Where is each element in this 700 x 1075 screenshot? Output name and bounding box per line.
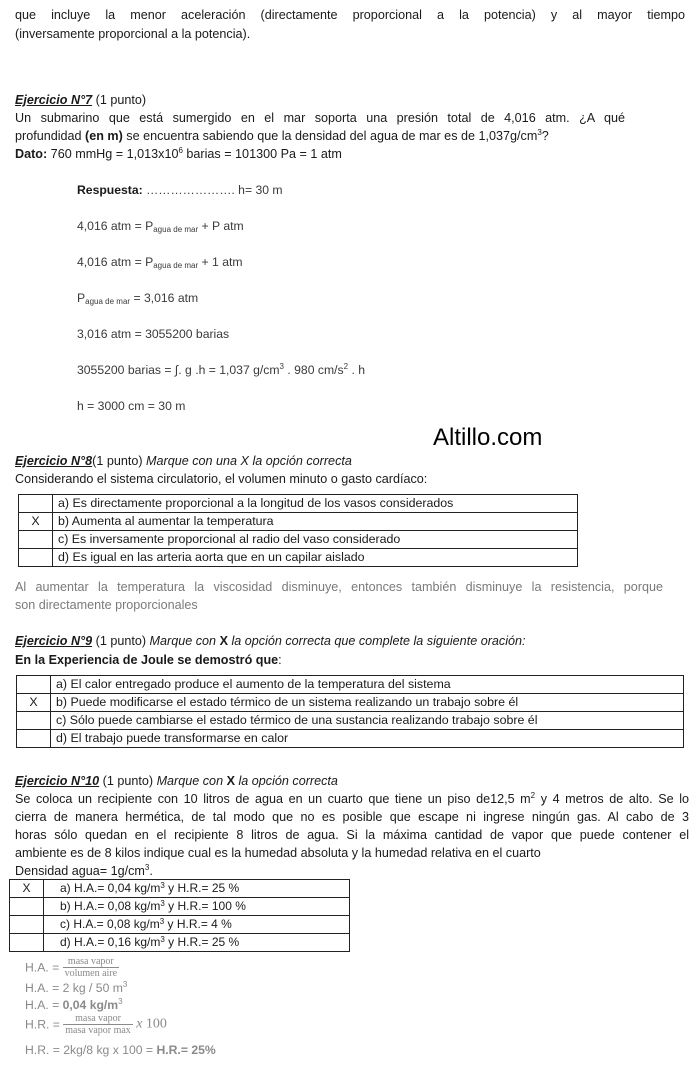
- ex9-points: (1 punto): [92, 634, 150, 648]
- text: :: [278, 653, 282, 667]
- text: c) H.A.= 0,08 kg/m: [60, 917, 160, 931]
- ex10-instruction: [157, 774, 338, 788]
- option-text: b) Aumenta al aumentar la temperatura: [53, 513, 578, 531]
- ex10-calc-4: [25, 1013, 167, 1036]
- superscript: 3: [160, 881, 165, 890]
- ex7-step-3: [77, 290, 198, 308]
- answer-value: …………………. h= 30 m: [142, 183, 283, 197]
- ex10-density: [15, 862, 153, 880]
- ex7-step-1: [77, 218, 244, 236]
- ex10-heading: [15, 772, 338, 790]
- text: y 4 metros de alto. Se lo: [535, 792, 689, 806]
- superscript: 6: [178, 146, 183, 155]
- ex7-points: (1 punto): [92, 93, 147, 107]
- text: profundidad: [15, 129, 86, 143]
- ex9-stem: [15, 651, 282, 669]
- option-row[interactable]: [10, 898, 350, 916]
- superscript: 3: [160, 899, 165, 908]
- superscript: 3: [279, 362, 284, 371]
- ex8-question: Considerando el sistema circulatorio, el volumen minuto o gasto cardíaco:: [15, 472, 428, 486]
- ex10-question-line-1: [15, 790, 689, 808]
- text: barias = 101300 Pa = 1 atm: [182, 147, 342, 161]
- option-text: d) Es igual en las arteria aorta que en un capilar aislado: [53, 549, 578, 567]
- option-text: b) Puede modificarse el estado térmico de un sistema realizando un trabajo sobre él: [51, 694, 684, 712]
- ex10-question-line-3: horas sólo quedan en el recipiente 8 litros de agua. Si la máxima cantidad de vapor que puede contener el: [15, 828, 689, 842]
- option-text: [44, 880, 350, 898]
- answer-label: Respuesta:: [77, 183, 143, 197]
- fraction-denominator: volumen aire: [64, 968, 118, 979]
- text-bold: H.R.= 25%: [156, 1043, 216, 1057]
- text: la opción correcta que complete la siguiente oración:: [227, 634, 526, 648]
- ex9-options-table: [16, 675, 684, 748]
- subscript: agua de mar: [85, 297, 131, 306]
- ex10-calc-3: [25, 997, 123, 1013]
- ex7-heading: [15, 91, 146, 109]
- text: 4,016 atm = P: [77, 219, 154, 233]
- ex10-calc-5: [25, 1042, 216, 1058]
- text: H.R. =: [25, 1017, 64, 1032]
- text-bold: (en m): [85, 129, 123, 143]
- ex8-explanation-line-2: son directamente proporcionales: [15, 598, 198, 612]
- ex9-heading: [15, 632, 526, 650]
- ex7-dato: [15, 145, 342, 163]
- text-bold: En la Experiencia de Joule se demostró que: [15, 653, 279, 667]
- option-mark[interactable]: [17, 676, 51, 694]
- ex7-step-2: [77, 254, 243, 272]
- text: P: [77, 291, 86, 305]
- option-text: [44, 898, 350, 916]
- option-row[interactable]: [19, 531, 578, 549]
- text: y H.R.= 100 %: [164, 899, 246, 913]
- superscript: 3: [118, 997, 123, 1006]
- ex10-calc-2: [25, 980, 127, 996]
- ex7-answer: [77, 182, 283, 198]
- ex8-options-table: [18, 494, 578, 567]
- superscript: 2: [343, 362, 349, 371]
- fraction-denominator: masa vapor max: [65, 1025, 131, 1036]
- text: 4,016 atm = P: [77, 255, 154, 269]
- option-mark[interactable]: X: [17, 694, 51, 712]
- ex9-instruction: [150, 634, 526, 648]
- option-text: [44, 916, 350, 934]
- ex10-calc-1: [25, 956, 119, 979]
- ex9-title: Ejercicio N°9: [15, 634, 93, 648]
- ex10-options-table: [9, 879, 350, 952]
- dato-label: Dato:: [15, 147, 48, 161]
- option-text: a) El calor entregado produce el aumento de la temperatura del sistema: [51, 676, 684, 694]
- text: 1,037g/cm: [478, 129, 538, 143]
- option-row[interactable]: [19, 549, 578, 567]
- option-text: c) Es inversamente proporcional al radio del vaso considerado: [53, 531, 578, 549]
- option-row[interactable]: [17, 694, 684, 712]
- option-mark[interactable]: [10, 934, 44, 952]
- option-row[interactable]: [17, 730, 684, 748]
- text: y H.R.= 25 %: [164, 881, 240, 895]
- option-mark[interactable]: X: [10, 880, 44, 898]
- text: se encuentra sabiendo que la densidad del agua de mar es de: [122, 129, 479, 143]
- text: la opción correcta: [234, 774, 338, 788]
- ex8-heading: [15, 452, 352, 470]
- text-bold: 0,04 kg/m: [62, 998, 119, 1012]
- text: Marque con: [149, 634, 220, 648]
- text: 100: [142, 1016, 167, 1032]
- fraction-numerator: masa vapor: [63, 1013, 133, 1025]
- option-row[interactable]: [17, 712, 684, 730]
- option-mark[interactable]: [10, 916, 44, 934]
- option-text: [44, 934, 350, 952]
- superscript: 3: [160, 935, 165, 944]
- text: Marque con: [156, 774, 227, 788]
- option-mark[interactable]: X: [19, 513, 53, 531]
- option-row[interactable]: [10, 916, 350, 934]
- option-mark[interactable]: [10, 898, 44, 916]
- text: H.A. =: [25, 998, 63, 1012]
- text-bold: X: [226, 774, 235, 788]
- subscript: agua de mar: [153, 225, 199, 234]
- text: + 1 atm: [198, 255, 243, 269]
- ex8-title: Ejercicio N°8: [15, 454, 93, 468]
- intro-line-1: que incluye la menor aceleración (directamente proporcional a la potencia) y al mayor tiempo: [15, 8, 685, 22]
- ex7-step-5: [77, 362, 365, 378]
- text: .: [149, 864, 153, 878]
- text: 1g/cm: [110, 864, 145, 878]
- text-bold: X: [219, 634, 228, 648]
- text: = 3,016 atm: [130, 291, 199, 305]
- option-mark[interactable]: [19, 531, 53, 549]
- option-row[interactable]: [10, 880, 350, 898]
- ex8-instruction: Marque con una X la opción correcta: [146, 454, 352, 468]
- intro-line-2: (inversamente proporcional a la potencia).: [15, 27, 251, 41]
- fraction: [63, 1013, 133, 1036]
- text: 3055200 barias = ∫. g .h = 1,037 g/cm: [77, 363, 280, 377]
- option-text: c) Sólo puede cambiarse el estado térmico de una sustancia realizando trabajo sobre él: [51, 712, 684, 730]
- superscript: 3: [144, 863, 150, 872]
- superscript: 2: [530, 791, 536, 800]
- option-row[interactable]: [19, 513, 578, 531]
- subscript: agua de mar: [153, 261, 199, 270]
- option-row[interactable]: [10, 934, 350, 952]
- superscript: 3: [159, 917, 165, 926]
- option-row[interactable]: [17, 676, 684, 694]
- text: + P atm: [198, 219, 244, 233]
- ex7-question-line-2: [15, 127, 549, 145]
- option-mark[interactable]: [19, 549, 53, 567]
- text: d) H.A.= 0,16 kg/m: [60, 935, 161, 949]
- text: . h: [348, 363, 365, 377]
- text: H.A. =: [25, 960, 63, 975]
- ex7-step-4: 3,016 atm = 3055200 barias: [77, 327, 230, 341]
- option-text: d) El trabajo puede transformarse en calor: [51, 730, 684, 748]
- option-mark[interactable]: [17, 730, 51, 748]
- ex8-explanation-line-1: Al aumentar la temperatura la viscosidad disminuye, entonces también disminuye la resistencia, porque: [15, 580, 663, 594]
- option-text: a) Es directamente proporcional a la longitud de los vasos considerados: [53, 495, 578, 513]
- text: H.A. = 2 kg / 50 m: [25, 981, 123, 995]
- ex10-points: (1 punto): [99, 774, 157, 788]
- ex10-question-line-2: cierra de manera hermética, de tal modo que no es posible que escape ni ingrese ningún gas. Al cabo de 3: [15, 810, 689, 824]
- text: 760 mmHg = 1,013x10: [47, 147, 179, 161]
- ex10-question-line-4: ambiente es de 8 kilos indique cual es la humedad absoluta y la humedad relativa en el cuarto: [15, 846, 541, 860]
- altillo-watermark: Altillo.com: [433, 424, 543, 451]
- ex7-question-line-1: Un submarino que está sumergido en el mar soporta una presión total de 4,016 atm. ¿A qué: [15, 111, 625, 125]
- superscript: 3: [537, 128, 542, 137]
- text: Se coloca un recipiente con 10 litros de agua en un cuarto que tiene un piso de12,5 m: [15, 792, 531, 806]
- option-mark[interactable]: [19, 495, 53, 513]
- option-mark[interactable]: [17, 712, 51, 730]
- ex7-step-6: h = 3000 cm = 30 m: [77, 399, 186, 413]
- text: ?: [541, 129, 549, 143]
- text: Densidad agua=: [15, 864, 111, 878]
- text: H.R. = 2kg/8 kg x 100 =: [25, 1043, 157, 1057]
- ex7-title: Ejercicio N°7: [15, 93, 93, 107]
- ex8-points: (1 punto): [92, 454, 147, 468]
- text: x: [136, 1016, 143, 1032]
- text: . 980 cm/s: [284, 363, 344, 377]
- text: a) H.A.= 0,04 kg/m: [60, 881, 161, 895]
- fraction-numerator: masa vapor: [63, 956, 119, 968]
- text: b) H.A.= 0,08 kg/m: [60, 899, 161, 913]
- text: y H.R.= 25 %: [164, 935, 240, 949]
- ex10-title: Ejercicio N°10: [15, 774, 100, 788]
- option-row[interactable]: [19, 495, 578, 513]
- text: y H.R.= 4 %: [164, 917, 232, 931]
- superscript: 3: [122, 980, 128, 989]
- fraction: [63, 956, 119, 979]
